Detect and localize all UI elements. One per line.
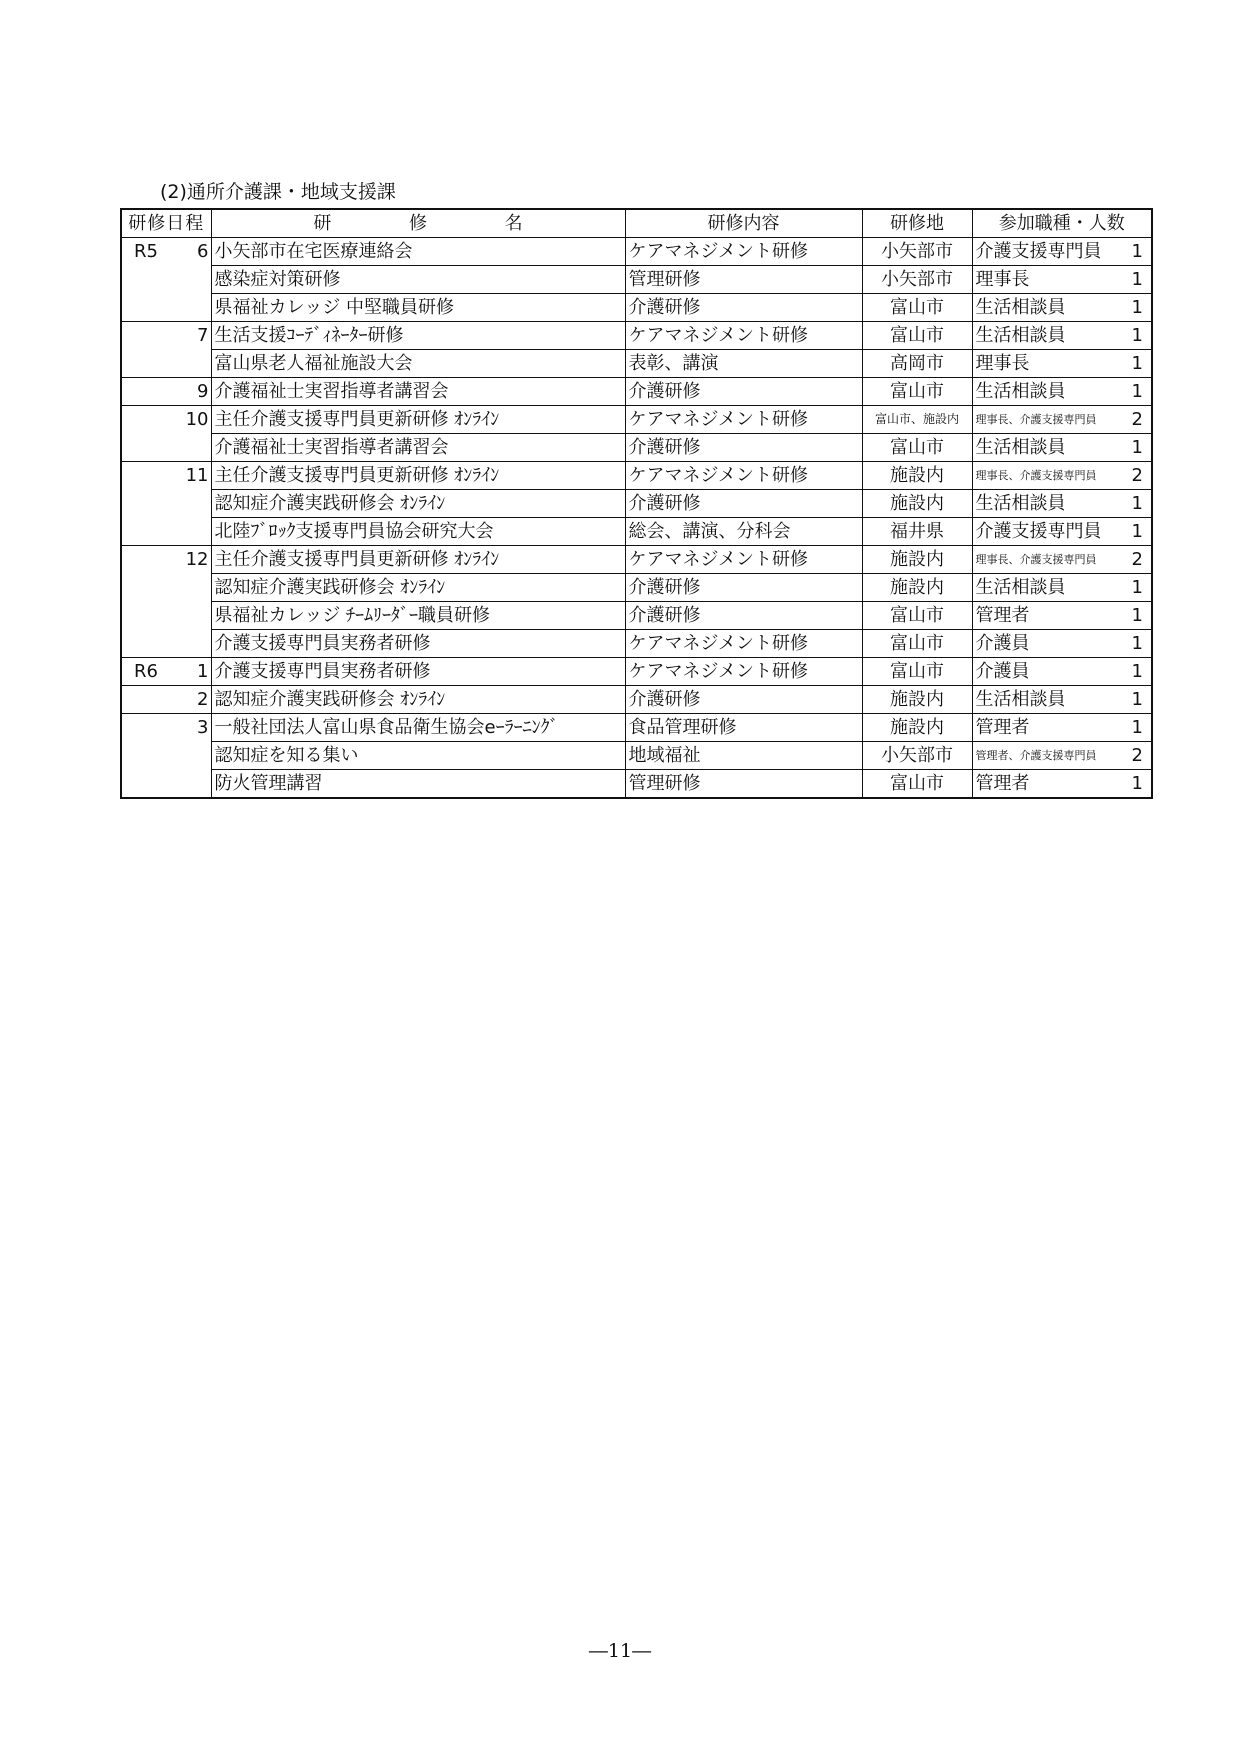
role-cell: 管理者 bbox=[972, 770, 1127, 799]
training-name-cell: 小矢部市在宅医療連絡会 bbox=[211, 238, 625, 266]
era-cell bbox=[121, 686, 169, 714]
location-cell: 福井県 bbox=[862, 518, 972, 546]
era-cell bbox=[121, 266, 169, 294]
training-content-cell: 管理研修 bbox=[625, 770, 862, 799]
role-cell: 管理者 bbox=[972, 602, 1127, 630]
table-row bbox=[121, 350, 1152, 378]
training-name-cell: 一般社団法人富山県食品衛生協会eｰﾗｰﾆﾝｸﾞ bbox=[211, 714, 625, 742]
training-content-cell: ケアマネジメント研修 bbox=[625, 546, 862, 574]
count-cell: 1 bbox=[1127, 266, 1152, 294]
header-name bbox=[211, 209, 625, 238]
role-cell: 生活相談員 bbox=[972, 322, 1127, 350]
count-cell: 1 bbox=[1127, 322, 1152, 350]
location-cell: 富山市 bbox=[862, 602, 972, 630]
era-cell bbox=[121, 770, 169, 799]
training-content-cell: ケアマネジメント研修 bbox=[625, 238, 862, 266]
training-content-cell: ケアマネジメント研修 bbox=[625, 322, 862, 350]
count-cell: 1 bbox=[1127, 770, 1152, 799]
month-cell: 6 bbox=[169, 238, 211, 266]
training-name-cell: 介護福祉士実習指導者講習会 bbox=[211, 378, 625, 406]
role-cell: 生活相談員 bbox=[972, 294, 1127, 322]
location-cell: 高岡市 bbox=[862, 350, 972, 378]
month-cell bbox=[169, 266, 211, 294]
era-cell bbox=[121, 490, 169, 518]
month-cell: 1 bbox=[169, 658, 211, 686]
era-cell bbox=[121, 602, 169, 630]
table-row bbox=[121, 378, 1152, 406]
training-content-cell: 介護研修 bbox=[625, 490, 862, 518]
training-content-cell: ケアマネジメント研修 bbox=[625, 462, 862, 490]
training-content-cell: 介護研修 bbox=[625, 434, 862, 462]
table-row bbox=[121, 602, 1152, 630]
month-cell bbox=[169, 602, 211, 630]
count-cell: 1 bbox=[1127, 602, 1152, 630]
table-row bbox=[121, 546, 1152, 574]
location-cell: 富山市 bbox=[862, 294, 972, 322]
table-row bbox=[121, 630, 1152, 658]
training-name-cell: 介護福祉士実習指導者講習会 bbox=[211, 434, 625, 462]
training-name-cell: 主任介護支援専門員更新研修 ｵﾝﾗｲﾝ bbox=[211, 406, 625, 434]
location-cell: 小矢部市 bbox=[862, 238, 972, 266]
location-cell: 富山市 bbox=[862, 770, 972, 799]
role-cell: 生活相談員 bbox=[972, 490, 1127, 518]
month-cell bbox=[169, 490, 211, 518]
month-cell bbox=[169, 574, 211, 602]
training-content-cell: 介護研修 bbox=[625, 378, 862, 406]
role-cell: 介護支援専門員 bbox=[972, 238, 1127, 266]
training-name-cell: 主任介護支援専門員更新研修 ｵﾝﾗｲﾝ bbox=[211, 462, 625, 490]
training-name-cell: 県福祉カレッジ 中堅職員研修 bbox=[211, 294, 625, 322]
era-cell bbox=[121, 406, 169, 434]
training-content-cell: 表彰、講演 bbox=[625, 350, 862, 378]
table-row bbox=[121, 770, 1152, 799]
era-cell: R6 bbox=[121, 658, 169, 686]
role-cell: 生活相談員 bbox=[972, 378, 1127, 406]
training-name-cell: 富山県老人福祉施設大会 bbox=[211, 350, 625, 378]
training-name-cell: 認知症介護実践研修会 ｵﾝﾗｲﾝ bbox=[211, 686, 625, 714]
era-cell bbox=[121, 434, 169, 462]
count-cell: 1 bbox=[1127, 714, 1152, 742]
training-content-cell: 管理研修 bbox=[625, 266, 862, 294]
training-name-cell: 介護支援専門員実務者研修 bbox=[211, 630, 625, 658]
month-cell bbox=[169, 350, 211, 378]
table-row bbox=[121, 714, 1152, 742]
header-name-char: 修 bbox=[408, 213, 427, 234]
role-cell: 理事長、介護支援専門員 bbox=[972, 462, 1127, 490]
count-cell: 1 bbox=[1127, 574, 1152, 602]
era-cell bbox=[121, 630, 169, 658]
role-cell: 理事長 bbox=[972, 266, 1127, 294]
count-cell: 1 bbox=[1127, 238, 1152, 266]
role-cell: 管理者 bbox=[972, 714, 1127, 742]
location-cell: 富山市 bbox=[862, 322, 972, 350]
location-cell: 施設内 bbox=[862, 462, 972, 490]
role-cell: 介護員 bbox=[972, 658, 1127, 686]
era-cell bbox=[121, 294, 169, 322]
training-name-cell: 感染症対策研修 bbox=[211, 266, 625, 294]
table-row bbox=[121, 406, 1152, 434]
count-cell: 2 bbox=[1127, 462, 1152, 490]
era-cell bbox=[121, 574, 169, 602]
location-cell: 富山市 bbox=[862, 630, 972, 658]
table-row bbox=[121, 658, 1152, 686]
count-cell: 2 bbox=[1127, 546, 1152, 574]
header-location: 研修地 bbox=[862, 209, 972, 238]
role-cell: 理事長、介護支援専門員 bbox=[972, 406, 1127, 434]
table-row bbox=[121, 294, 1152, 322]
table-row bbox=[121, 434, 1152, 462]
month-cell: 3 bbox=[169, 714, 211, 742]
count-cell: 1 bbox=[1127, 490, 1152, 518]
training-content-cell: 食品管理研修 bbox=[625, 714, 862, 742]
role-cell: 理事長、介護支援専門員 bbox=[972, 546, 1127, 574]
role-cell: 生活相談員 bbox=[972, 686, 1127, 714]
header-participants: 参加職種・人数 bbox=[972, 209, 1152, 238]
month-cell bbox=[169, 742, 211, 770]
training-content-cell: 総会、講演、分科会 bbox=[625, 518, 862, 546]
location-cell: 小矢部市 bbox=[862, 742, 972, 770]
location-cell: 富山市 bbox=[862, 378, 972, 406]
header-name-char: 研 bbox=[313, 213, 332, 234]
count-cell: 1 bbox=[1127, 294, 1152, 322]
training-name-cell: 主任介護支援専門員更新研修 ｵﾝﾗｲﾝ bbox=[211, 546, 625, 574]
training-name-cell: 防火管理講習 bbox=[211, 770, 625, 799]
era-cell bbox=[121, 350, 169, 378]
training-content-cell: 介護研修 bbox=[625, 574, 862, 602]
location-cell: 富山市 bbox=[862, 658, 972, 686]
table-row bbox=[121, 266, 1152, 294]
role-cell: 介護員 bbox=[972, 630, 1127, 658]
era-cell bbox=[121, 518, 169, 546]
table-row bbox=[121, 574, 1152, 602]
section-title: (2)通所介護課・地域支援課 bbox=[160, 181, 396, 203]
training-content-cell: ケアマネジメント研修 bbox=[625, 406, 862, 434]
table-row bbox=[121, 518, 1152, 546]
training-schedule-table bbox=[120, 208, 1153, 799]
count-cell: 2 bbox=[1127, 742, 1152, 770]
training-name-cell: 認知症を知る集い bbox=[211, 742, 625, 770]
era-cell bbox=[121, 462, 169, 490]
header-name-char: 名 bbox=[504, 213, 523, 234]
header-date: 研修日程 bbox=[121, 209, 211, 238]
page-number: ―11― bbox=[588, 1640, 652, 1662]
table-row bbox=[121, 742, 1152, 770]
month-cell: 9 bbox=[169, 378, 211, 406]
table-row bbox=[121, 490, 1152, 518]
table-row bbox=[121, 686, 1152, 714]
count-cell: 1 bbox=[1127, 350, 1152, 378]
role-cell: 生活相談員 bbox=[972, 574, 1127, 602]
location-cell: 施設内 bbox=[862, 546, 972, 574]
role-cell: 介護支援専門員 bbox=[972, 518, 1127, 546]
location-cell: 富山市 bbox=[862, 434, 972, 462]
count-cell: 1 bbox=[1127, 658, 1152, 686]
count-cell: 1 bbox=[1127, 518, 1152, 546]
month-cell: 10 bbox=[169, 406, 211, 434]
era-cell: R5 bbox=[121, 238, 169, 266]
month-cell bbox=[169, 770, 211, 799]
location-cell: 施設内 bbox=[862, 714, 972, 742]
location-cell: 富山市、施設内 bbox=[862, 406, 972, 434]
training-content-cell: 地域福祉 bbox=[625, 742, 862, 770]
count-cell: 1 bbox=[1127, 686, 1152, 714]
location-cell: 小矢部市 bbox=[862, 266, 972, 294]
count-cell: 1 bbox=[1127, 378, 1152, 406]
count-cell: 2 bbox=[1127, 406, 1152, 434]
training-content-cell: 介護研修 bbox=[625, 602, 862, 630]
era-cell bbox=[121, 714, 169, 742]
role-cell: 理事長 bbox=[972, 350, 1127, 378]
month-cell: 2 bbox=[169, 686, 211, 714]
table-row bbox=[121, 462, 1152, 490]
month-cell: 12 bbox=[169, 546, 211, 574]
training-name-cell: 認知症介護実践研修会 ｵﾝﾗｲﾝ bbox=[211, 490, 625, 518]
count-cell: 1 bbox=[1127, 630, 1152, 658]
training-content-cell: 介護研修 bbox=[625, 686, 862, 714]
training-content-cell: ケアマネジメント研修 bbox=[625, 658, 862, 686]
role-cell: 管理者、介護支援専門員 bbox=[972, 742, 1127, 770]
month-cell: 7 bbox=[169, 322, 211, 350]
training-content-cell: 介護研修 bbox=[625, 294, 862, 322]
era-cell bbox=[121, 378, 169, 406]
month-cell bbox=[169, 294, 211, 322]
header-row bbox=[121, 209, 1152, 238]
table-row bbox=[121, 322, 1152, 350]
table-row bbox=[121, 238, 1152, 266]
training-name-cell: 介護支援専門員実務者研修 bbox=[211, 658, 625, 686]
era-cell bbox=[121, 322, 169, 350]
month-cell bbox=[169, 518, 211, 546]
location-cell: 施設内 bbox=[862, 574, 972, 602]
era-cell bbox=[121, 742, 169, 770]
era-cell bbox=[121, 546, 169, 574]
location-cell: 施設内 bbox=[862, 490, 972, 518]
count-cell: 1 bbox=[1127, 434, 1152, 462]
month-cell bbox=[169, 630, 211, 658]
location-cell: 施設内 bbox=[862, 686, 972, 714]
training-name-cell: 県福祉カレッジ ﾁｰﾑﾘｰﾀﾞｰ職員研修 bbox=[211, 602, 625, 630]
training-name-cell: 生活支援ｺｰﾃﾞｨﾈｰﾀｰ研修 bbox=[211, 322, 625, 350]
training-content-cell: ケアマネジメント研修 bbox=[625, 630, 862, 658]
training-name-cell: 認知症介護実践研修会 ｵﾝﾗｲﾝ bbox=[211, 574, 625, 602]
header-content: 研修内容 bbox=[625, 209, 862, 238]
month-cell: 11 bbox=[169, 462, 211, 490]
training-name-cell: 北陸ﾌﾞﾛｯｸ支援専門員協会研究大会 bbox=[211, 518, 625, 546]
month-cell bbox=[169, 434, 211, 462]
role-cell: 生活相談員 bbox=[972, 434, 1127, 462]
